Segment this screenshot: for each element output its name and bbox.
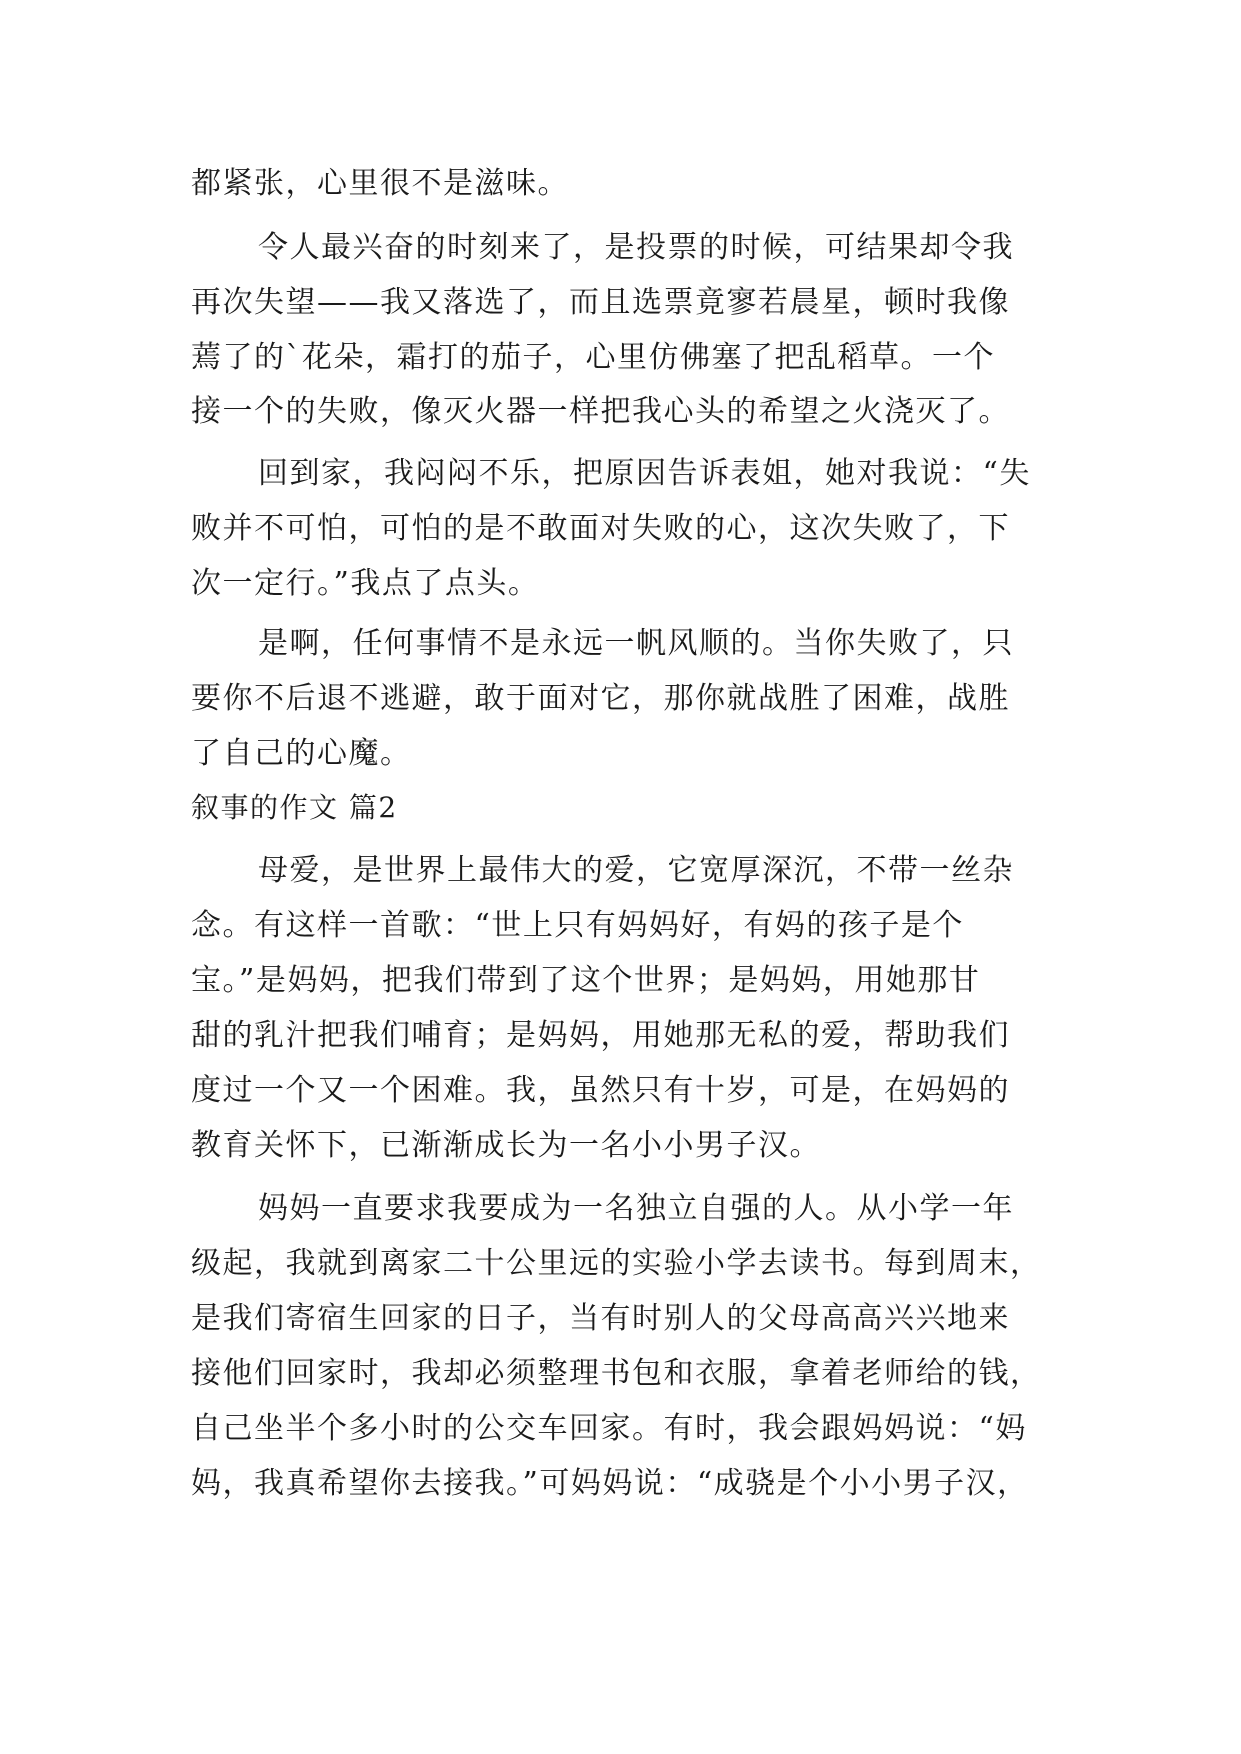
text-line: 令人最兴奋的时刻来了，是投票的时候，可结果却令我: [258, 230, 1014, 265]
text-line: 败并不可怕，可怕的是不敢面对失败的心，这次失败了，下: [191, 511, 1010, 546]
text-line: 级起，我就到离家二十公里远的实验小学去读书。每到周末，: [191, 1246, 1042, 1281]
text-line: 母爱，是世界上最伟大的爱，它宽厚深沉，不带一丝杂: [258, 853, 1014, 888]
text-line: 要你不后退不逃避，敢于面对它，那你就战胜了困难，战胜: [191, 681, 1010, 716]
text-line: 蔫了的`花朵，霜打的茄子，心里仿佛塞了把乱稻草。一个: [191, 340, 995, 375]
text-line: 念。有这样一首歌：“世上只有妈妈好，有妈的孩子是个: [191, 908, 964, 943]
text-line: 妈，我真希望你去接我。”可妈妈说：“成骁是个小小男子汉，: [191, 1466, 1029, 1501]
text-line: 接他们回家时，我却必须整理书包和衣服，拿着老师给的钱，: [191, 1356, 1042, 1391]
text-line: 宝。”是妈妈，把我们带到了这个世界；是妈妈，用她那甘: [191, 963, 981, 998]
text-line: 都紧张，心里很不是滋味。: [191, 166, 569, 201]
text-line: 甜的乳汁把我们哺育；是妈妈，用她那无私的爱，帮助我们: [191, 1018, 1010, 1053]
text-line: 再次失望——我又落选了，而且选票竟寥若晨星，顿时我像: [191, 285, 1010, 320]
text-line: 回到家，我闷闷不乐，把原因告诉表姐，她对我说：“失: [258, 456, 1031, 491]
text-line: 次一定行。”我点了点头。: [191, 566, 540, 601]
text-line: 教育关怀下，已渐渐成长为一名小小男子汉。: [191, 1128, 821, 1163]
text-line: 自己坐半个多小时的公交车回家。有时，我会跟妈妈说：“妈: [191, 1411, 1027, 1446]
text-line: 了自己的心魔。: [191, 736, 412, 771]
text-line: 是我们寄宿生回家的日子，当有时别人的父母高高兴兴地来: [191, 1301, 1010, 1336]
section-heading: 叙事的作文 篇2: [191, 791, 398, 824]
text-line: 接一个的失败，像灭火器一样把我心头的希望之火浇灭了。: [191, 394, 1010, 429]
text-line: 是啊，任何事情不是永远一帆风顺的。当你失败了，只: [258, 626, 1014, 661]
text-line: 度过一个又一个困难。我，虽然只有十岁，可是，在妈妈的: [191, 1073, 1010, 1108]
text-line: 妈妈一直要求我要成为一名独立自强的人。从小学一年: [258, 1191, 1014, 1226]
